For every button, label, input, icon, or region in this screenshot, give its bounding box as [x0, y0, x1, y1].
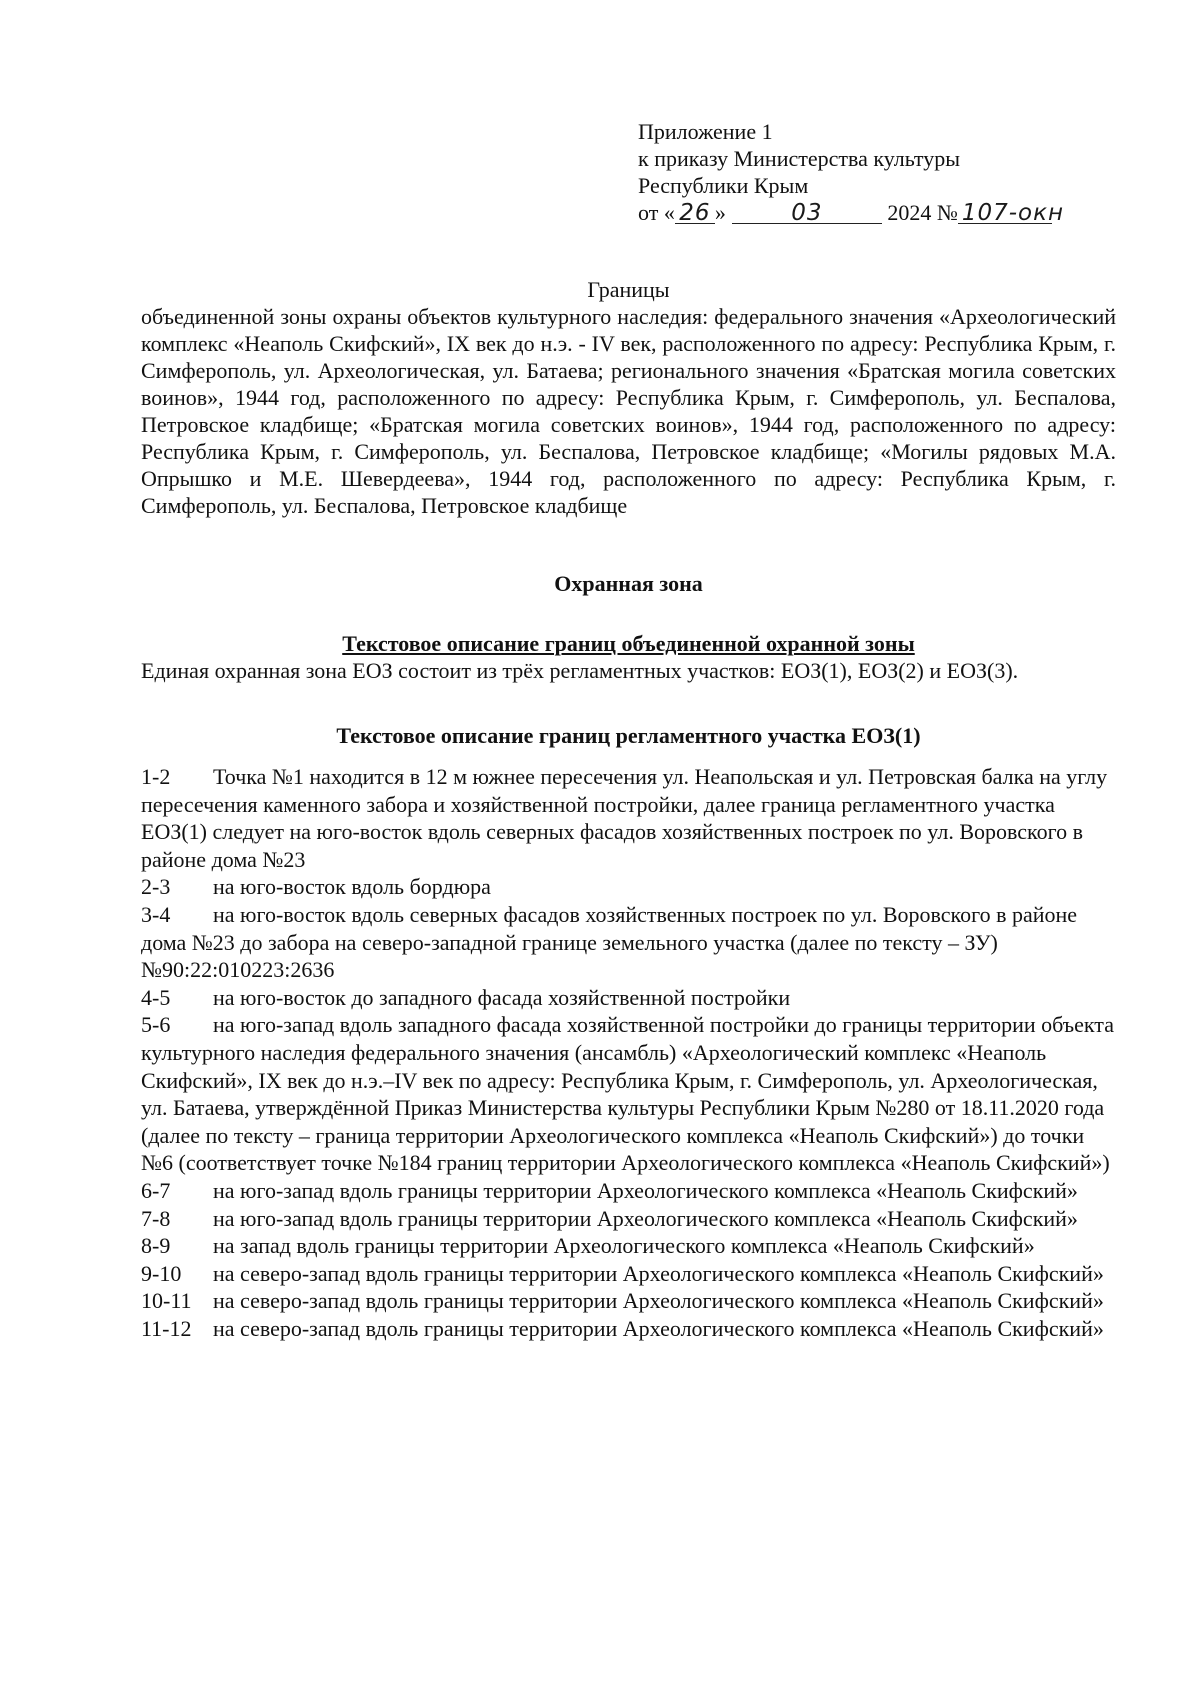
list-item [141, 1011, 1116, 1177]
entry-number: 7-8 [141, 1205, 171, 1231]
entry-text: на северо-запад вдоль границы территории Археологического комплекса «Неаполь Скифский» [213, 1260, 1104, 1286]
boundary-entries-list [141, 763, 1116, 1342]
description-heading: Текстовое описание границ объединенной охранной зоны [342, 631, 915, 656]
appendix-block [638, 118, 1098, 226]
date-prefix: от « [638, 200, 675, 225]
order-number-handwritten: 107-окн [958, 203, 1052, 224]
list-item [141, 1177, 1116, 1205]
entry-text: на юго-восток вдоль северных фасадов хозяйственных построек по ул. Воровского в районе дома №23 до забора на северо-западной границе земельного участка (далее по тексту – ЗУ) №90:22:010223:2636 [141, 901, 1078, 983]
title-heading: Границы [587, 277, 670, 302]
entry-text: на юго-запад вдоль границы территории Археологического комплекса «Неаполь Скифский» [213, 1177, 1078, 1203]
entry-number: 10-11 [141, 1288, 192, 1314]
entry-text: на северо-запад вдоль границы территории Археологического комплекса «Неаполь Скифский» [213, 1288, 1104, 1314]
appendix-line-1: Приложение 1 [638, 119, 773, 144]
entry-number: 9-10 [141, 1260, 182, 1286]
list-item [141, 1315, 1116, 1343]
entry-text: на запад вдоль границы территории Археологического комплекса «Неаполь Скифский» [213, 1233, 1035, 1259]
entry-number: 5-6 [141, 1012, 171, 1038]
title-block [141, 276, 1116, 519]
entry-number: 2-3 [141, 874, 171, 900]
section-heading: Текстовое описание границ регламентного участка ЕОЗ(1) [336, 723, 921, 748]
title-text: объединенной зоны охраны объектов культурного наследия: федерального значения «Археологический комплекс «Неаполь Скифский», IX век до н.э. - IV век, расположенного по адресу: Республика Крым, г. Симферополь, ул. Археологическая, ул. Батаева; регионального значения «Братская могила советских воинов», 1944 год, расположенного по адресу: Республика Крым, г. Симферополь, ул. Беспалова, Петровское кладбище; «Братская могила советских воинов», 1944 год, расположенного по адресу: Республика Крым, г. Симферополь, ул. Беспалова, Петровское кладбище; «Могилы рядовых М.А. Опрышко и М.Е. Шевердеева», 1944 год, расположенного по адресу: Республика Крым, г. Симферополь, ул. Беспалова, Петровское кладбище [141, 304, 1116, 518]
appendix-line-3: Республики Крым [638, 173, 809, 198]
appendix-date-line [638, 199, 1098, 226]
list-item [141, 1232, 1116, 1260]
list-item [141, 1205, 1116, 1233]
list-item [141, 901, 1116, 984]
list-item [141, 1287, 1116, 1315]
appendix-line-2: к приказу Министерства культуры [638, 146, 961, 171]
entry-text: на юго-запад вдоль западного фасада хозяйственной постройки до границы территории объекта культурного наследия федерального значения (ансамбль) «Археологический комплекс «Неаполь Скифский», IX век до н.э.–IV век по адресу: Республика Крым, г. Симферополь, ул. Археологическая, ул. Батаева, утверждённой Приказ Министерства культуры Республики Крым №280 от 18.11.2020 года (далее по тексту – граница территории Археологического комплекса «Неаполь Скифский») до точки №6 (соответствует точке №184 границ территории Археологического комплекса «Неаполь Скифский») [141, 1012, 1114, 1176]
entry-text: на юго-запад вдоль границы территории Археологического комплекса «Неаполь Скифский» [213, 1205, 1078, 1231]
entry-text: на северо-запад вдоль границы территории Археологического комплекса «Неаполь Скифский» [213, 1315, 1104, 1341]
entry-number: 1-2 [141, 764, 171, 789]
entry-text: Точка №1 находится в 12 м южнее пересечения ул. Неапольская и ул. Петровская балка на углу пересечения каменного забора и хозяйственной постройки, далее граница регламентного участка ЕОЗ(1) следует на юго-восток вдоль северных фасадов хозяйственных построек по ул. Воровского в районе дома №23 [141, 764, 1108, 872]
entry-text: на юго-восток до западного фасада хозяйственной постройки [213, 984, 791, 1010]
date-day-handwritten: 26 [675, 203, 715, 224]
date-mid: » [714, 200, 726, 225]
list-item [141, 763, 1116, 873]
entry-number: 11-12 [141, 1315, 192, 1341]
date-year: 2024 № [887, 200, 958, 225]
zone-heading: Охранная зона [554, 571, 703, 596]
list-item [141, 873, 1116, 901]
entry-text: на юго-восток вдоль бордюра [213, 874, 491, 900]
entry-number: 8-9 [141, 1233, 171, 1259]
entry-number: 4-5 [141, 984, 171, 1010]
list-item [141, 984, 1116, 1012]
description-text: Единая охранная зона ЕОЗ состоит из трёх регламентных участков: ЕОЗ(1), ЕОЗ(2) и ЕОЗ(3). [141, 658, 1019, 683]
entry-number: 6-7 [141, 1177, 171, 1203]
date-month-handwritten: 03 [732, 203, 882, 224]
entry-number: 3-4 [141, 901, 171, 927]
list-item [141, 1260, 1116, 1288]
